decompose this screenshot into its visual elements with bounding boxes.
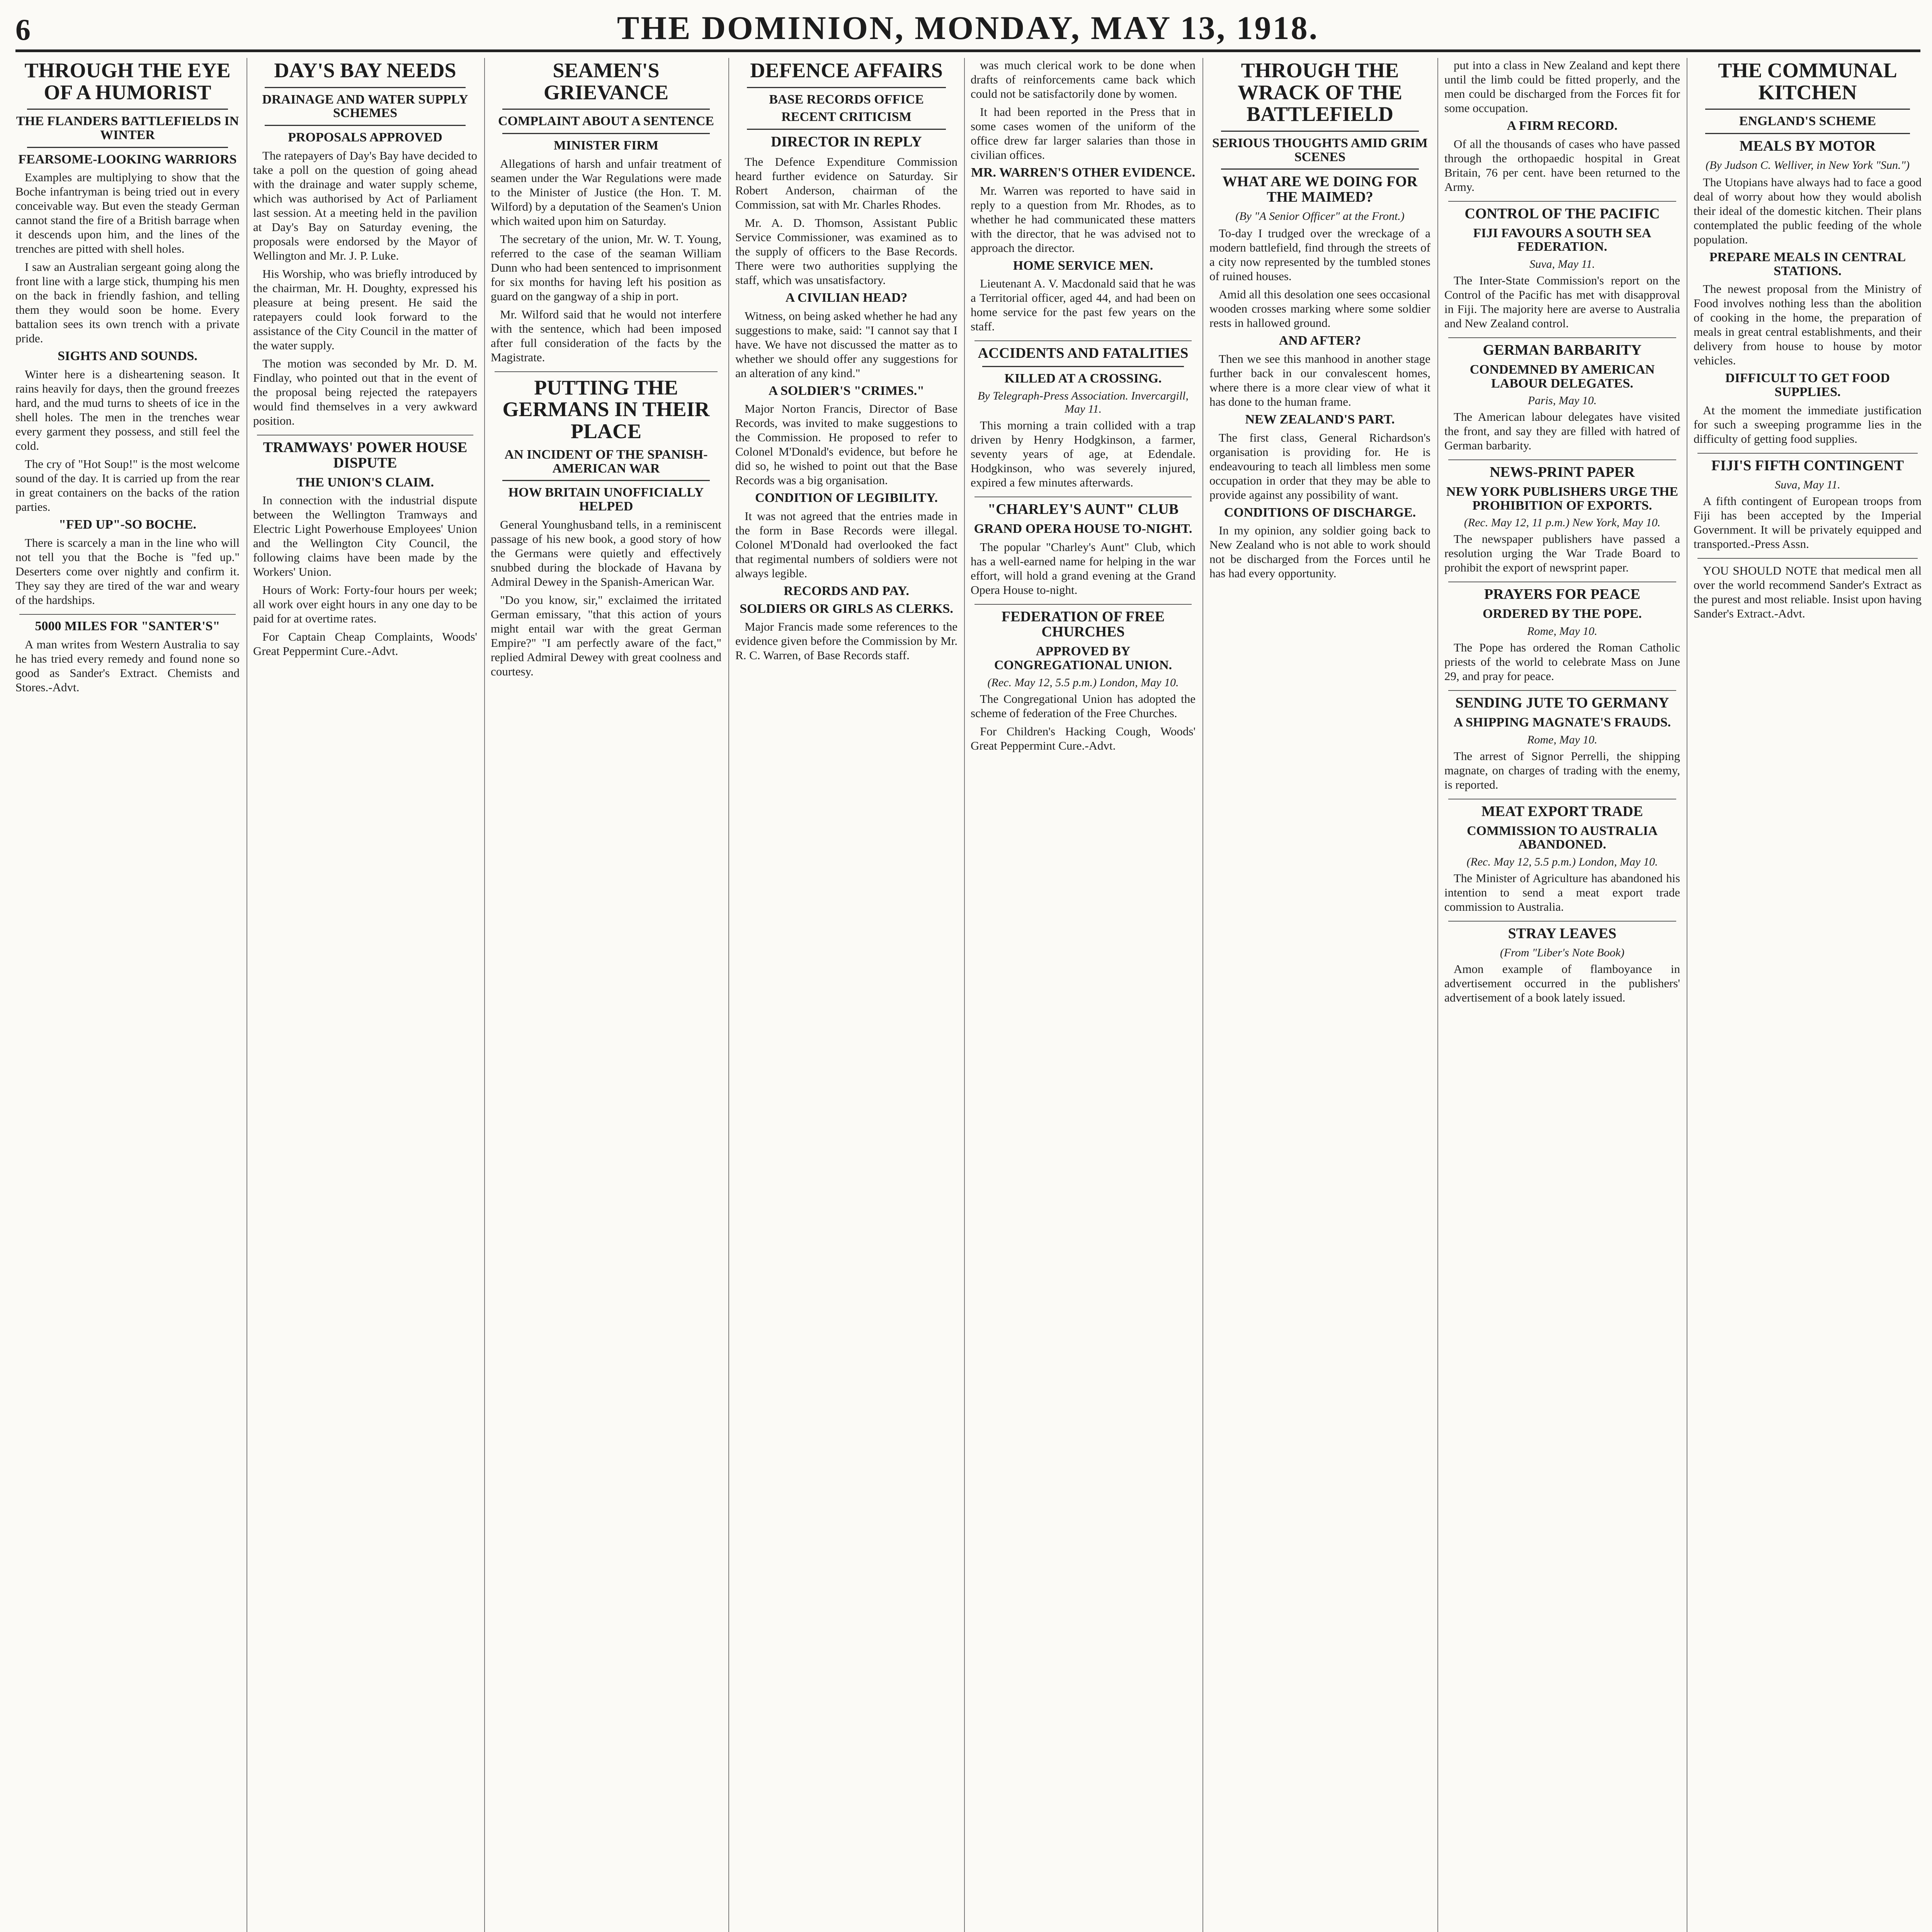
rule [1705,133,1910,134]
paragraph: The Congregational Union has adopted the scheme of federation of the Free Churches. [971,692,1196,720]
subheadline: COMMISSION TO AUSTRALIA ABANDONED. [1467,823,1658,852]
dateline: Suva, May 11. [1529,257,1595,270]
headline: NEWS-PRINT PAPER [1490,464,1635,481]
article-newsprint [1444,465,1680,575]
paragraph: Winter here is a disheartening season. It rains heavily for days, then the ground freezes hard, and the mud turns to sheets of ice in the shell holes. The men in the trenches wear every garment they possess, and still feel the cold. [15,367,240,453]
paragraph: The Inter-State Commission's report on the Control of the Pacific has met with disapproval in Fiji. The majority here are averse to Australia and New Zealand control. [1444,273,1680,330]
subheadline: HOW BRITAIN UNOFFICIALLY HELPED [508,485,704,514]
headline: THROUGH THE EYE OF A HUMORIST [24,59,231,104]
column-3 [491,58,721,1932]
paragraph: The newspaper publishers have passed a resolution urging the War Trade Board to prohibit the export of newsprint paper. [1444,532,1680,575]
subheadline: DIRECTOR IN REPLY [771,134,922,150]
column-divider [1437,58,1438,1932]
dateline: Paris, May 10. [1527,394,1597,407]
ad-text: For Captain Cheap Complaints, Woods' Great Peppermint Cure.-Advt. [253,630,477,658]
rule [502,133,710,134]
ad-text: YOU SHOULD NOTE that medical men all over the world recommend Sander's Extract as the purest and most reliable. Insist upon having Sander's Extract.-Advt. [1694,563,1922,620]
article-defence [735,60,957,662]
article-jute [1444,696,1680,792]
rule [747,129,946,130]
paragraph: A fifth contingent of European troops from Fiji has been accepted by the Imperial Government. It will be privately equipped and transported.-Press Assn. [1694,494,1922,551]
subheadline: ORDERED BY THE POPE. [1483,607,1642,621]
rule [1697,453,1918,454]
byline: (By Judson C. Welliver, in New York "Sun.") [1706,158,1910,172]
paragraph: The cry of "Hot Soup!" is the most welcome sound of the day. It is carried up from the rear in great containers on the backs of the ration parties. [15,457,240,514]
article-charleys-aunt [971,502,1196,597]
paragraph: Then we see this manhood in another stage further back in our convalescent homes, where there is a more clear view of what it has done to the human frame. [1209,352,1430,408]
article-germans [491,377,721,679]
paragraph: was much clerical work to be done when drafts of reinforcements came back which could not be satisfactorily done by women. [971,58,1196,100]
masthead [15,9,1920,49]
article-pacific [1444,206,1680,330]
article-humorist [15,60,240,607]
section-heading: AND AFTER? [1279,333,1361,348]
subheadline: ENGLAND'S SCHEME [1739,114,1876,129]
rule [1697,558,1918,559]
paragraph: General Younghusband tells, in a reminiscent passage of his new book, a good story of how the Germans were quietly and effectively snubbed during the blockade of Havana by Admiral Dewey in the Spanish-American War. [491,517,721,588]
dateline: Suva, May 11. [1775,478,1840,491]
headline: DEFENCE AFFAIRS [750,59,943,82]
paragraph: In my opinion, any soldier going back to New Zealand who is not able to work should not be discharged from the Forces until he has had every opportunity. [1209,524,1430,580]
subheadline: RECENT CRITICISM [781,110,912,124]
article-barbarity [1444,343,1680,452]
headline: SENDING JUTE TO GERMANY [1455,695,1669,711]
subheadline: APPROVED BY CONGREGATIONAL UNION. [994,644,1172,672]
paragraph: The Minister of Agriculture has abandoned his intention to send a meat export trade commission to Australia. [1444,871,1680,913]
article-meat-export [1444,804,1680,914]
headline: SEAMEN'S GRIEVANCE [543,59,669,104]
column-divider [484,58,485,1932]
paragraph: It had been reported in the Press that in some cases women of the uniform of the office drew far larger salaries than those in civilian offices. [971,105,1196,162]
paragraph: Mr. Wilford said that he would not interfere with the sentence, which had been imposed after full consideration of the facts by the Magistrate. [491,307,721,364]
advertisement [1694,563,1922,621]
paragraph: Mr. Warren was reported to have said in reply to a question from Mr. Rhodes, as to whether he had communicated these matters with the director, that he was advised not to approach the director. [971,184,1196,255]
rule [502,109,710,110]
headline: ACCIDENTS AND FATALITIES [978,345,1189,362]
paragraph: The arrest of Signor Perrelli, the shipping magnate, on charges of trading with the enemy, is reported. [1444,749,1680,791]
rule [1448,201,1676,202]
headline: GERMAN BARBARITY [1483,342,1642,358]
dateline: (Rec. May 12, 5.5 p.m.) London, May 10. [1466,855,1658,868]
section-heading: HOME SERVICE MEN. [1013,258,1153,273]
subheadline: BASE RECORDS OFFICE [769,92,924,107]
section-heading: CONDITIONS OF DISCHARGE. [1224,505,1416,520]
paragraph: To-day I trudged over the wreckage of a modern battlefield, find through the streets of a city now represented by the tumbled stones of ruined houses. [1209,226,1430,283]
article-free-churches [971,609,1196,753]
headline: FEDERATION OF FREE CHURCHES [1001,608,1165,640]
paragraph: Hours of Work: Forty-four hours per week; all work over eight hours in any one day to be paid for at overtime rates. [253,583,477,626]
subheadline: AN INCIDENT OF THE SPANISH-AMERICAN WAR [504,447,708,476]
rule [1705,109,1910,110]
subheadline: FEARSOME-LOOKING WARRIORS [18,152,237,167]
rule [1448,921,1676,922]
paragraph: In connection with the industrial dispute between the Wellington Tramways and Electric Light Powerhouse Employees' Union and the Wellington City Council, the following claims have been made by the Workers' Union. [253,493,477,579]
paragraph: The secretary of the union, Mr. W. T. Young, referred to the case of the seaman William Dunn who had been sentenced to imprisonment for six months for having left his position as guard on the gangway of a ship in port. [491,232,721,303]
paragraph: Mr. A. D. Thomson, Assistant Public Service Commissioner, was examined as to the supply of officers to the Base Records. There were two authorities supplying the staff, which was unsatisfactory. [735,216,957,287]
rule [27,109,228,110]
paragraph: Witness, on being asked whether he had any suggestions to make, said: "I cannot say that I have. We have not discussed the matter as to whether we should offer any suggestions for an alteration of any kind." [735,309,957,380]
section-heading: SIGHTS AND SOUNDS. [58,349,197,364]
article-seamen [491,60,721,364]
article-days-bay [253,60,477,428]
dateline: Rome, May 10. [1527,625,1597,638]
section-heading: RECORDS AND PAY. [784,584,909,599]
subheadline: WHAT ARE WE DOING FOR THE MAIMED? [1222,173,1418,206]
subheadline: GRAND OPERA HOUSE TO-NIGHT. [974,521,1192,536]
paragraph: Major Norton Francis, Director of Base Records, was invited to make suggestions to the Commission. He proposed to refer to Colonel M'Donald's evidence, but before he did so, he wished to point out that the Base Records was a big organisation. [735,402,957,487]
subheadline: THE UNION'S CLAIM. [296,475,434,490]
subheadline: DRAINAGE AND WATER SUPPLY SCHEMES [262,92,468,121]
paragraph: Allegations of harsh and unfair treatment of seamen under the War Regulations were made to the Minister of Justice (the Hon. T. M. Wilford) by a deputation of the Seamen's Union which waited upon him on Saturday. [491,156,721,228]
dateline: (Rec. May 12, 11 p.m.) New York, May 10. [1464,516,1661,529]
section-heading: A SOLDIER'S "CRIMES." [768,383,925,398]
paragraph: The first class, General Richardson's organisation is providing for. He is endeavouring to teach all limbless men some occupation in order that they may be able to provide against any possibility of want. [1209,430,1430,502]
column-6 [1209,58,1430,1932]
paragraph: "Do you know, sir," exclaimed the irritated German emissary, "that this action of yours might entail war with the great German Empire?" "I am perfectly aware of the fact," replied Admiral Dewey with great coolness and courtesy. [491,593,721,678]
byline: (By "A Senior Officer" at the Front.) [1235,210,1405,223]
subheadline: MEALS BY MOTOR [1739,138,1876,155]
subheadline: (From "Liber's Note Book) [1500,946,1625,959]
headline: "CHARLEY'S AUNT" CLUB [987,501,1179,517]
rule [1221,131,1419,132]
subheadline: A SHIPPING MAGNATE'S FRAUDS. [1453,715,1671,730]
paragraph: Amid all this desolation one sees occasional wooden crosses marking where some soldier rests in hallowed ground. [1209,287,1430,330]
headline: PRAYERS FOR PEACE [1484,586,1640,603]
article-stray-leaves [1444,926,1680,1005]
section-heading: MR. WARREN'S OTHER EVIDENCE. [971,165,1196,180]
article-defence-continued [971,58,1196,333]
headline: TRAMWAYS' POWER HOUSE DISPUTE [263,439,468,471]
paragraph: The popular "Charley's Aunt" Club, which has a well-earned name for helping in the war effort, will hold a grand evening at the Grand Opera House to-night. [971,540,1196,597]
subheadline: SERIOUS THOUGHTS AMID GRIM SCENES [1212,136,1428,164]
rule [982,366,1184,367]
paragraph: I saw an Australian sergeant going along the front line with a large stick, thumping his men on the back in friendly fashion, and telling them they would soon be home. Every battalion sees its own trench with a private pride. [15,260,240,345]
dateline: (Rec. May 12, 5.5 p.m.) London, May 10. [987,676,1179,689]
dateline: By Telegraph-Press Association. Invercargill, May 11. [978,389,1189,415]
article-prayers [1444,587,1680,683]
rule [1448,337,1676,338]
rule [265,87,466,88]
column-1 [15,58,240,1932]
paragraph: The American labour delegates have visited the front, and say they are filled with hatred of German barbarity. [1444,410,1680,452]
subheadline: NEW YORK PUBLISHERS URGE THE PROHIBITION OF EXPORTS. [1446,485,1679,513]
headline: THROUGH THE WRACK OF THE BATTLEFIELD [1237,59,1403,126]
rule [747,87,946,88]
paragraph: The Pope has ordered the Roman Catholic priests of the world to celebrate Mass on June 29, and pray for peace. [1444,641,1680,683]
paragraph: At the moment the immediate justification for such a sweeping programme lies in the difficulty of getting food supplies. [1694,403,1922,446]
section-heading: A FIRM RECORD. [1507,119,1618,133]
rule [265,125,466,126]
subheadline: FIJI FAVOURS A SOUTH SEA FEDERATION. [1473,226,1651,254]
column-2 [253,58,477,1932]
rule [975,340,1192,341]
article-communal-kitchen [1694,60,1922,446]
column-5 [971,58,1196,1932]
subheadline: COMPLAINT ABOUT A SENTENCE [498,114,714,129]
section-heading: NEW ZEALAND'S PART. [1245,412,1395,427]
ad-text: A man writes from Western Australia to say he has tried every remedy and found none so good as Sander's Extract. Chemists and Stores.-Advt. [15,637,240,694]
section-heading: "FED UP"-SO BOCHE. [58,517,197,532]
column-7 [1444,58,1680,1932]
ad-heading: 5000 MILES FOR "SANTER'S" [35,619,220,633]
column-divider [1202,58,1203,1932]
rule [1221,168,1419,170]
section-heading: SOLDIERS OR GIRLS AS CLERKS. [740,601,953,616]
page-number: 6 [15,13,31,46]
advertisement [15,619,240,694]
paragraph: The newest proposal from the Ministry of Food involves nothing less than the abolition of cooking in the home, the preparation of meals in great central establishments, and their delivery from house to house by motor vehicles. [1694,282,1922,367]
article-tramways [253,440,477,658]
paragraph: There is scarcely a man in the line who will not tell you that the Boche is "fed up." Deserters come over nightly and confirm it. They say they are tired of the war and weary of the hardships. [15,536,240,607]
rule [495,371,718,372]
section-heading: PREPARE MEALS IN CENTRAL STATIONS. [1709,250,1906,278]
article-battlefield [1209,60,1430,580]
subheadline: MINISTER FIRM [553,138,659,153]
newspaper-title: THE DOMINION, MONDAY, MAY 13, 1918. [617,9,1319,46]
subheadline: CONDEMNED BY AMERICAN LABOUR DELEGATES. [1469,362,1655,391]
masthead-rule [15,49,1920,52]
rule [19,614,236,615]
paragraph: Examples are multiplying to show that the Boche infantryman is being tried out in every conceivable way. But even the steady German cannot stand the fire of a British barrage when it descends upon him, and the lines of the trenches are pitted with shell holes. [15,170,240,256]
paragraph: The motion was seconded by Mr. D. M. Findlay, who pointed out that in the event of the proposal being rejected the ratepayers would find themselves in a very awkward position. [253,356,477,427]
paragraph: The ratepayers of Day's Bay have decided to take a poll on the question of going ahead with the drainage and water supply scheme, which was authorised by Act of Parliament last session. At a meeting held in the pavilion at Day's Bay on Saturday evening, the proposals were endorsed by the Mayor of Wellington and Mr. J. P. Luke. [253,148,477,262]
paragraph: Amon example of flamboyance in advertisement occurred in the publishers' advertisement of a book lately issued. [1444,962,1680,1004]
article-battlefield-continued [1444,58,1680,194]
paragraph: It was not agreed that the entries made in the form in Base Records were illegal. Colonel M'Donald had overlooked the fact that regimental numbers of soldiers were not always legible. [735,509,957,580]
rule [1448,690,1676,691]
subheadline: KILLED AT A CROSSING. [1004,371,1162,386]
article-accidents [971,346,1196,490]
column-divider [964,58,965,1932]
rule [27,147,228,148]
section-heading: CONDITION OF LEGIBILITY. [755,491,938,505]
subheadline: PROPOSALS APPROVED [288,130,442,145]
paragraph: The Utopians have always had to face a good deal of worry about how they would abolish their ideal of the domestic kitchen. Their plans contemplated the public feeding of the whole population. [1694,175,1922,246]
article-fiji-contingent [1694,458,1922,551]
paragraph: Of all the thousands of cases who have passed through the orthopaedic hospital in Great Britain, 76 per cent. have been returned to the Army. [1444,137,1680,194]
column-8 [1694,58,1922,1932]
headline: THE COMMUNAL KITCHEN [1718,59,1897,104]
headline: CONTROL OF THE PACIFIC [1464,205,1660,222]
ad-text: For Children's Hacking Cough, Woods' Great Peppermint Cure.-Advt. [971,724,1196,752]
rule [975,604,1192,605]
paragraph: Major Francis made some references to the evidence given before the Commission by Mr. R. C. Warren, of Base Records staff. [735,620,957,662]
paragraph: This morning a train collided with a trap driven by Henry Hodgkinson, a farmer, seventy years of age, at Edendale. Hodgkinson, who was severely injured, expired a few minutes afterwards. [971,418,1196,489]
subheadline: THE FLANDERS BATTLEFIELDS IN WINTER [16,114,239,143]
headline: PUTTING THE GERMANS IN THEIR PLACE [502,376,710,443]
column-4 [735,58,957,1932]
rule [1448,459,1676,460]
section-heading: DIFFICULT TO GET FOOD SUPPLIES. [1725,371,1890,400]
rule [502,480,710,481]
paragraph: The Defence Expenditure Commission heard further evidence on Saturday. Sir Robert Anderson, chairman of the Commission, sat with Mr. Charles Rhodes. [735,155,957,211]
headline: DAY'S BAY NEEDS [274,59,456,82]
headline: STRAY LEAVES [1508,925,1617,942]
column-divider [728,58,729,1932]
dateline: Rome, May 10. [1527,733,1597,746]
paragraph: Lieutenant A. V. Macdonald said that he was a Territorial officer, aged 44, and had been on home service for the past few years on the staff. [971,277,1196,333]
section-heading: A CIVILIAN HEAD? [785,290,908,305]
paragraph: put into a class in New Zealand and kept there until the limb could be fitted properly, and the men could be discharged from the Forces fit for some occupation. [1444,58,1680,115]
headline: FIJI'S FIFTH CONTINGENT [1711,457,1904,474]
headline: MEAT EXPORT TRADE [1481,803,1643,820]
paragraph: His Worship, who was briefly introduced by the chairman, Mr. H. Doughty, expressed his pleasure at being present. He said the ratepayers could look forward to the assistance of the City Council in the matter of the water supply. [253,267,477,352]
